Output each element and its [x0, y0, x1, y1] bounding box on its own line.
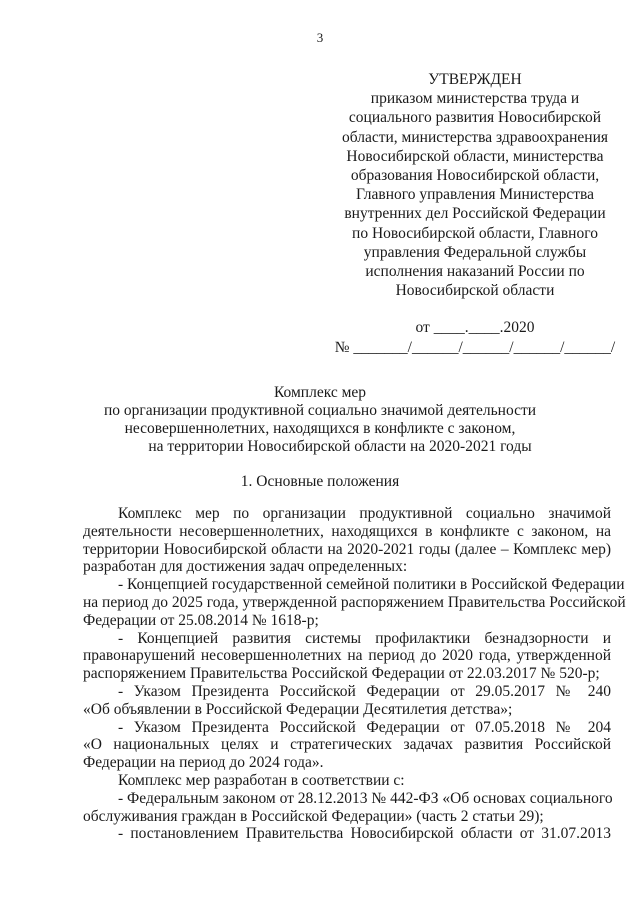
- approval-line: Главного управления Министерства: [356, 186, 594, 204]
- body-line: обслуживания граждан в Российской Федерации» (часть 2 статьи 29);: [83, 807, 544, 825]
- approval-number-line: № _______/______/______/______/______/: [334, 338, 616, 356]
- approval-line: по Новосибирской области, Главного: [352, 224, 598, 242]
- body-line: распоряжением Правительства Российской Федерации от 22.03.2017 № 520-р;: [83, 665, 600, 683]
- page-number: 3: [316, 30, 324, 45]
- approval-line: приказом министерства труда и: [370, 90, 580, 108]
- approval-line: области, министерства здравоохранения: [341, 128, 609, 146]
- approval-line: Новосибирской области, министерства: [346, 147, 604, 165]
- body-line: - Указом Президента Российской Федерации от 07.05.2018 № 204: [118, 718, 611, 736]
- approval-stamp-block: [330, 70, 620, 357]
- body-line: - постановлением Правительства Новосибирской области от 31.07.2013: [118, 825, 611, 843]
- title-line: несовершеннолетних, находящихся в конфликте с законом,: [124, 420, 516, 437]
- approval-line: исполнения наказаний России по: [365, 263, 585, 281]
- body-line: - Указом Президента Российской Федерации от 29.05.2017 № 240: [118, 682, 611, 700]
- approval-line: управления Федеральной службы: [363, 243, 587, 261]
- approval-line: образования Новосибирской области,: [350, 167, 600, 185]
- body-line: правонарушений несовершеннолетних на период до 2020 года, утвержденной: [83, 647, 611, 665]
- body-line: на период до 2025 года, утвержденной распоряжением Правительства Российской: [83, 593, 626, 611]
- body-line: Федерации от 25.08.2014 № 1618-р;: [83, 611, 319, 629]
- title-line: Комплекс мер: [273, 384, 367, 401]
- body-line: - Концепцией государственной семейной политики в Российской Федерации: [118, 576, 625, 594]
- approval-heading: УТВЕРЖДЕН: [428, 71, 522, 88]
- body-line: «Об объявлении в Российской Федерации Десятилетия детства»;: [83, 700, 513, 718]
- section-heading: 1. Основные положения: [240, 473, 400, 490]
- body-line: Федерации на период до 2024 года».: [83, 754, 324, 772]
- body-line: деятельности несовершеннолетних, находящихся в конфликте с законом, на: [83, 522, 611, 540]
- body-line: Комплекс мер по организации продуктивной социально значимой: [118, 505, 611, 522]
- approval-date-line: от ____.____.2020: [415, 319, 535, 337]
- body-line: - Федеральным законом от 28.12.2013 № 442-ФЗ «Об основах социального: [118, 789, 613, 807]
- approval-line: Новосибирской области: [395, 282, 555, 300]
- document-title: [0, 384, 640, 456]
- body-line: - Концепцией развития системы профилактики безнадзорности и: [118, 629, 611, 647]
- approval-line: социального развития Новосибирской: [348, 109, 602, 127]
- title-line: на территории Новосибирской области на 2020-2021 годы: [148, 438, 532, 455]
- body-line: разработан для достижения задач определенных:: [83, 558, 408, 576]
- body-line: территории Новосибирской области на 2020-2021 годы (далее – Комплекс мер): [83, 540, 611, 558]
- body-text: [83, 505, 626, 843]
- body-line: «О национальных целях и стратегических задачах развития Российской: [83, 736, 611, 754]
- body-line: Комплекс мер разработан в соответствии с:: [118, 771, 405, 789]
- title-line: по организации продуктивной социально значимой деятельности: [103, 402, 537, 419]
- approval-line: внутренних дел Российской Федерации: [344, 205, 606, 223]
